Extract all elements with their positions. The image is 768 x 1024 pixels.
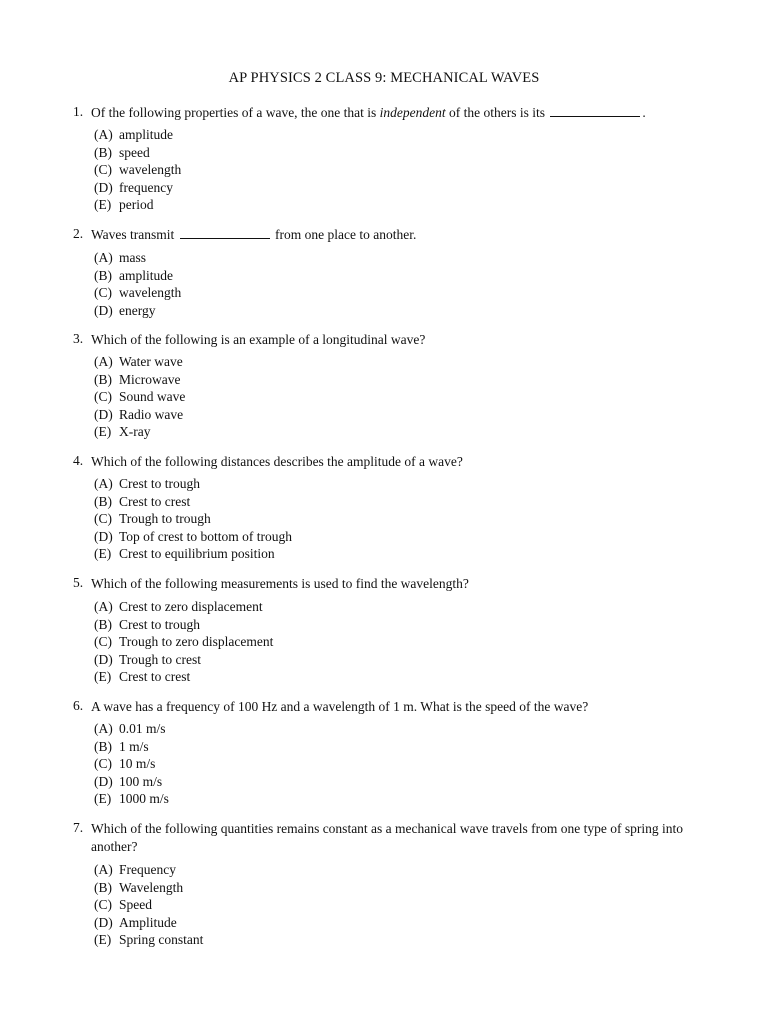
option-a[interactable] [94,126,181,144]
question-text-emphasis: independent [379,105,446,120]
option-c[interactable] [94,896,203,914]
option-letter: (D) [94,773,113,789]
option-text: amplitude [119,127,173,142]
option-d[interactable] [94,651,273,669]
option-a[interactable] [94,249,181,267]
option-letter: (A) [94,599,113,614]
option-text: Speed [119,897,152,913]
option-letter: (C) [94,897,112,913]
option-letter: (C) [94,756,112,772]
options-list-6 [94,720,169,808]
option-letter: (B) [94,493,112,509]
question-number: 1. [73,104,84,119]
option-d[interactable] [94,528,292,546]
option-letter: (A) [94,354,113,369]
option-letter: (E) [94,791,112,807]
option-text: Crest to trough [119,476,200,491]
option-a[interactable] [94,861,203,879]
options-list-1 [94,126,181,214]
option-text: speed [119,144,150,160]
question-number: 6. [73,698,84,713]
option-text: wavelength [119,285,182,301]
options-list-4 [94,475,292,563]
option-letter: (C) [94,162,112,178]
question-text: Which of the following is an example of a longitudinal wave? [91,332,426,347]
question-text-part: Waves transmit [91,227,175,242]
option-letter: (B) [94,267,112,283]
option-text: Trough to zero displacement [119,634,274,650]
options-list-3 [94,353,185,441]
question-text-part: . [642,105,646,120]
option-letter: (A) [94,476,113,491]
option-letter: (E) [94,932,112,948]
option-text: 10 m/s [119,756,156,772]
option-text: amplitude [119,267,173,283]
option-text: Trough to trough [119,511,211,527]
option-letter: (C) [94,285,112,301]
option-b[interactable] [94,738,169,756]
option-text: 1 m/s [119,738,149,754]
option-letter: (D) [94,914,113,930]
option-d[interactable] [94,914,203,932]
question-text [91,226,709,244]
option-c[interactable] [94,388,185,406]
option-c[interactable] [94,633,273,651]
options-list-5 [94,598,273,686]
option-text: X-ray [119,424,151,440]
option-e[interactable] [94,545,292,563]
option-text: Amplitude [119,914,177,930]
option-e[interactable] [94,196,181,214]
option-letter: (B) [94,738,112,754]
question-text-part: from one place to another. [275,227,417,242]
option-d[interactable] [94,302,181,320]
question-number: 5. [73,575,84,590]
option-text: Crest to crest [119,669,191,685]
option-text: Crest to trough [119,616,200,632]
option-e[interactable] [94,931,203,949]
option-c[interactable] [94,510,292,528]
option-letter: (B) [94,371,112,387]
option-e[interactable] [94,423,185,441]
option-a[interactable] [94,720,169,738]
option-c[interactable] [94,755,169,773]
option-c[interactable] [94,284,181,302]
question-text: A wave has a frequency of 100 Hz and a wavelength of 1 m. What is the speed of the wave? [91,699,589,714]
question-number: 4. [73,453,84,468]
option-letter: (E) [94,546,112,562]
option-letter: (A) [94,721,113,736]
option-b[interactable] [94,879,203,897]
option-text: Crest to zero displacement [119,599,263,614]
option-letter: (E) [94,669,112,685]
option-text: 0.01 m/s [119,721,166,736]
option-letter: (E) [94,424,112,440]
question-text: Which of the following distances describes the amplitude of a wave? [91,454,463,469]
option-letter: (A) [94,862,113,877]
option-text: Trough to crest [119,651,202,667]
question-text [91,104,709,122]
option-text: Microwave [119,371,181,387]
option-b[interactable] [94,493,292,511]
option-letter: (D) [94,302,113,318]
option-b[interactable] [94,616,273,634]
option-text: 100 m/s [119,773,163,789]
question-text-part: Of the following properties of a wave, the one that is [91,105,380,120]
option-letter: (D) [94,406,113,422]
page-title: AP PHYSICS 2 CLASS 9: MECHANICAL WAVES [228,70,540,86]
options-list-2 [94,249,181,319]
option-e[interactable] [94,790,169,808]
question-number: 7. [73,820,84,835]
question-text: Which of the following measurements is used to find the wavelength? [91,576,469,591]
option-letter: (C) [94,511,112,527]
question-number: 2. [73,226,84,241]
option-text: Top of crest to bottom of trough [119,528,293,544]
option-letter: (A) [94,250,113,265]
option-text: Frequency [119,862,176,877]
option-letter: (D) [94,651,113,667]
option-text: period [119,197,154,213]
option-text: mass [119,250,146,265]
option-letter: (B) [94,879,112,895]
option-b[interactable] [94,267,181,285]
option-c[interactable] [94,161,181,179]
option-e[interactable] [94,668,273,686]
option-text: Water wave [119,354,183,369]
option-text: Sound wave [119,389,186,405]
option-letter: (C) [94,389,112,405]
option-a[interactable] [94,353,185,371]
option-letter: (D) [94,528,113,544]
answer-blank [550,105,640,117]
question-text: Which of the following quantities remains constant as a mechanical wave travels from one type of spring into another? [91,821,683,854]
options-list-7 [94,861,203,949]
option-a[interactable] [94,598,273,616]
question-text-part: of the others is its [445,105,546,120]
option-text: Crest to equilibrium position [119,546,275,562]
option-letter: (B) [94,616,112,632]
option-text: Crest to crest [119,493,191,509]
option-b[interactable] [94,371,185,389]
option-letter: (D) [94,179,113,195]
answer-blank [180,227,270,239]
option-text: Spring constant [119,932,204,948]
option-b[interactable] [94,144,181,162]
option-d[interactable] [94,179,181,197]
option-letter: (B) [94,144,112,160]
option-text: energy [119,302,156,318]
option-text: frequency [119,179,173,195]
question-number: 3. [73,331,84,346]
option-text: 1000 m/s [119,791,169,807]
option-letter: (A) [94,127,113,142]
option-text: wavelength [119,162,182,178]
option-a[interactable] [94,475,292,493]
option-d[interactable] [94,773,169,791]
option-text: Radio wave [119,406,184,422]
option-letter: (E) [94,197,112,213]
option-d[interactable] [94,406,185,424]
option-letter: (C) [94,634,112,650]
option-text: Wavelength [119,879,184,895]
